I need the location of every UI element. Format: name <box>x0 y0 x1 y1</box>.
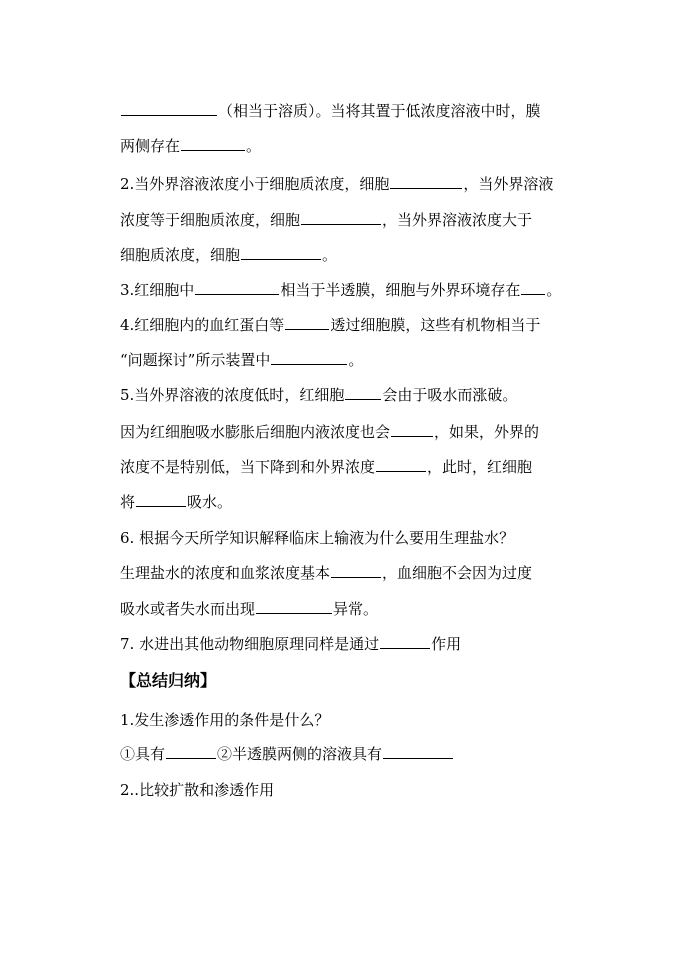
question-6-line-1 <box>120 528 514 548</box>
text-line-1 <box>120 101 541 121</box>
question-5-line-2 <box>120 422 539 442</box>
line-text: 2..比较扩散和渗透作用 <box>120 781 275 799</box>
line-text: 。 <box>322 246 338 264</box>
question-5-line-4 <box>120 492 232 512</box>
summary-heading: 【总结归纳】 <box>120 671 217 690</box>
question-7-line <box>120 634 461 654</box>
line-text: ，此时，红细胞 <box>427 458 533 476</box>
answer-blank[interactable] <box>301 210 381 225</box>
line-text: 透过细胞膜，这些有机物相当于 <box>330 316 541 334</box>
text-line-2 <box>120 136 261 156</box>
line-text: 3.红细胞中 <box>120 281 195 299</box>
answer-blank[interactable] <box>380 634 430 649</box>
answer-blank[interactable] <box>391 422 433 437</box>
answer-blank[interactable] <box>390 174 462 189</box>
answer-blank[interactable] <box>166 744 216 759</box>
summary-line-1 <box>120 710 329 730</box>
answer-blank[interactable] <box>136 492 186 507</box>
line-text: 细胞质浓度，细胞 <box>120 246 241 264</box>
question-6-line-2 <box>120 563 532 583</box>
line-text: 浓度等于细胞质浓度，细胞 <box>120 211 301 229</box>
line-text: 会由于吸水而涨破。 <box>382 386 518 404</box>
line-text: （相当于溶质）。当将其置于低浓度溶液中时，膜 <box>218 102 541 120</box>
line-text: 吸水或者失水而出现 <box>120 600 256 618</box>
question-2-line-1 <box>120 174 553 194</box>
line-text: 7. 水进出其他动物细胞原理同样是通过 <box>120 635 380 653</box>
line-text: 。 <box>246 137 262 155</box>
summary-line-2 <box>120 744 454 764</box>
summary-line-3 <box>120 780 274 800</box>
line-text: “问题探讨”所示装置中 <box>120 351 271 369</box>
question-2-line-2 <box>120 210 532 230</box>
answer-blank[interactable] <box>241 245 321 260</box>
line-text: 吸水。 <box>187 493 233 511</box>
question-3-line <box>120 280 561 300</box>
question-4-line-1 <box>120 315 540 335</box>
line-text: 5.当外界溶液的浓度低时，红细胞 <box>120 386 345 404</box>
line-text: ②半透膜两侧的溶液具有 <box>217 745 383 763</box>
answer-blank[interactable] <box>376 457 426 472</box>
answer-blank[interactable] <box>521 280 545 295</box>
line-text: 4.红细胞内的血红蛋白等 <box>120 316 285 334</box>
answer-blank[interactable] <box>181 136 245 151</box>
question-4-line-2 <box>120 350 363 370</box>
line-text: 1.发生渗透作用的条件是什么？ <box>120 711 330 729</box>
line-text: 6. 根据今天所学知识解释临床上输液为什么要用生理盐水？ <box>120 529 515 547</box>
question-2-line-3 <box>120 245 337 265</box>
answer-blank[interactable] <box>285 315 329 330</box>
question-5-line-3 <box>120 457 532 477</box>
line-text: 浓度不是特别低，当下降到和外界浓度 <box>120 458 376 476</box>
line-text: ，血细胞不会因为过度 <box>382 564 533 582</box>
line-text: 2.当外界溶液浓度小于细胞质浓度，细胞 <box>120 175 390 193</box>
line-text: 因为红细胞吸水膨胀后细胞内液浓度也会 <box>120 423 391 441</box>
line-text: ，当外界溶液浓度大于 <box>382 211 533 229</box>
line-text: 。 <box>348 351 364 369</box>
answer-blank[interactable] <box>271 350 347 365</box>
answer-blank[interactable] <box>256 599 332 614</box>
question-6-line-3 <box>120 599 378 619</box>
line-text: 异常。 <box>333 600 379 618</box>
line-text: 作用 <box>431 635 462 653</box>
answer-blank[interactable] <box>345 385 381 400</box>
line-text: ，当外界溶液 <box>463 175 554 193</box>
answer-blank[interactable] <box>121 101 217 116</box>
answer-blank[interactable] <box>331 563 381 578</box>
line-text: 相当于半透膜，细胞与外界环境存在 <box>280 281 521 299</box>
line-text: 将 <box>120 493 136 511</box>
line-text: 。 <box>546 281 562 299</box>
line-text: 生理盐水的浓度和血浆浓度基本 <box>120 564 331 582</box>
line-text: ，如果，外界的 <box>434 423 540 441</box>
answer-blank[interactable] <box>195 280 279 295</box>
answer-blank[interactable] <box>383 744 453 759</box>
question-5-line-1 <box>120 385 517 405</box>
line-text: ①具有 <box>120 745 166 763</box>
line-text: 两侧存在 <box>120 137 181 155</box>
